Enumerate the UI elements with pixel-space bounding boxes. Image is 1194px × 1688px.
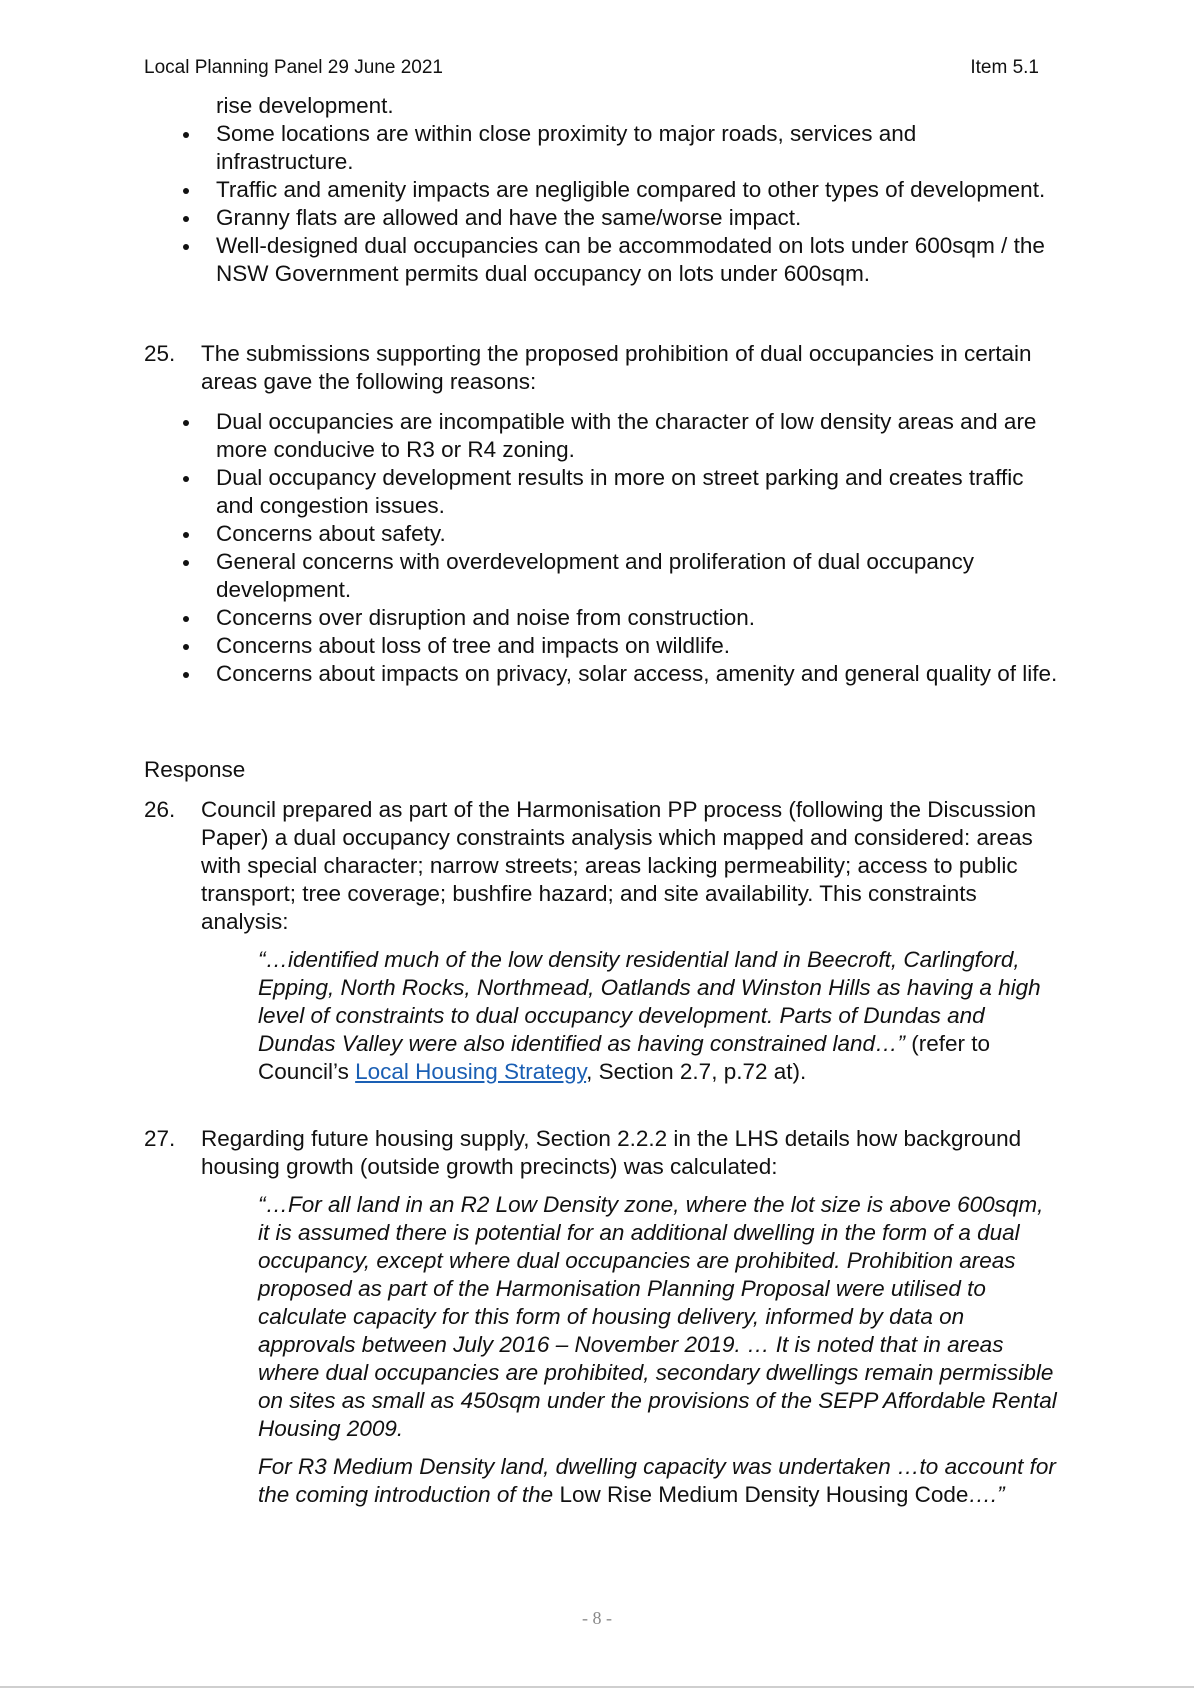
list-item: General concerns with overdevelopment and proliferation of dual occupancy development. [180,548,1060,604]
list-item: Concerns over disruption and noise from construction. [180,604,1060,632]
item27-quote-1: “…For all land in an R2 Low Density zone, where the lot size is above 600sqm, it is assumed there is potential for an additional dwelling in the form of a dual occupancy, except where dual occupancies are prohibited. Prohibition areas proposed as part of the Harmonisation Planning Proposal were utilised to calculate capacity for this form of housing delivery, informed by data on approvals between July 2016 – November 2019. … It is noted that in areas where dual occupancies are prohibited, secondary dwellings remain permissible on sites as small as 450sqm under the provisions of the SEPP Affordable Rental Housing 2009. [258,1192,1057,1441]
quote-ref-before: (refer to Council’s [258,1031,991,1084]
continuation-line: rise development. [216,93,394,118]
item25-bullet-list [180,408,1060,688]
paragraph-number: 26. [144,797,176,822]
quote-text: “…identified much of the low density residential land in Beecroft, Carlingford, Epping, North Rocks, Northmead, Oatlands and Winston Hills as having a high level of constraints to dual occupancy development. Parts of Dundas and Dundas Valley were also identified as having constrained land…” [258,947,1041,1056]
local-housing-strategy-link[interactable]: Local Housing Strategy [355,1059,587,1084]
list-item: Concerns about impacts on privacy, solar access, amenity and general quality of life. [180,660,1060,688]
quote-ref-after: , Section 2.7, p.72 at). [586,1059,807,1084]
item27-quote-2 [258,1453,1058,1509]
paragraph-text: Regarding future housing supply, Section 2.2.2 in the LHS details how background housing growth (outside growth precincts) was calculated: [201,1126,1022,1179]
list-item: Traffic and amenity impacts are negligible compared to other types of development. [180,176,1060,204]
paragraph-number: 25. [144,341,176,366]
quote-code-name: Low Rise Medium Density Housing Code [559,1482,969,1507]
header-item-number: Item 5.1 [970,57,1039,78]
response-heading: Response [144,757,246,782]
paragraph-number: 27. [144,1126,176,1151]
list-item: Dual occupancies are incompatible with the character of low density areas and are more conducive to R3 or R4 zoning. [180,408,1060,464]
continuation-block [180,92,1060,288]
list-item: Granny flats are allowed and have the same/worse impact. [180,204,1060,232]
item26-quote [258,946,1058,1086]
list-item: Some locations are within close proximity to major roads, services and infrastructure. [180,120,1060,176]
page-number: - 8 - [582,1608,612,1628]
continuation-bullet-list [180,120,1060,288]
paragraph-text: The submissions supporting the proposed prohibition of dual occupancies in certain areas gave the following reasons: [201,341,1032,394]
header-meeting-info: Local Planning Panel 29 June 2021 [144,57,443,78]
paragraph-text: Council prepared as part of the Harmonisation PP process (following the Discussion Paper) a dual occupancy constraints analysis which mapped and considered: areas with special character; narrow streets; areas lacking permeability; access to public transport; tree coverage; bushfire hazard; and site availability. This constraints analysis: [201,797,1037,934]
list-item: Dual occupancy development results in more on street parking and creates traffic and congestion issues. [180,464,1060,520]
list-item: Well-designed dual occupancies can be accommodated on lots under 600sqm / the NSW Government permits dual occupancy on lots under 600sqm. [180,232,1060,288]
list-item: Concerns about safety. [180,520,1060,548]
quote-end: ….” [968,1482,1005,1507]
list-item: Concerns about loss of tree and impacts on wildlife. [180,632,1060,660]
quote-text: For R3 Medium Density land, dwelling capacity was undertaken …to account for the coming introduction of the [258,1454,1056,1507]
